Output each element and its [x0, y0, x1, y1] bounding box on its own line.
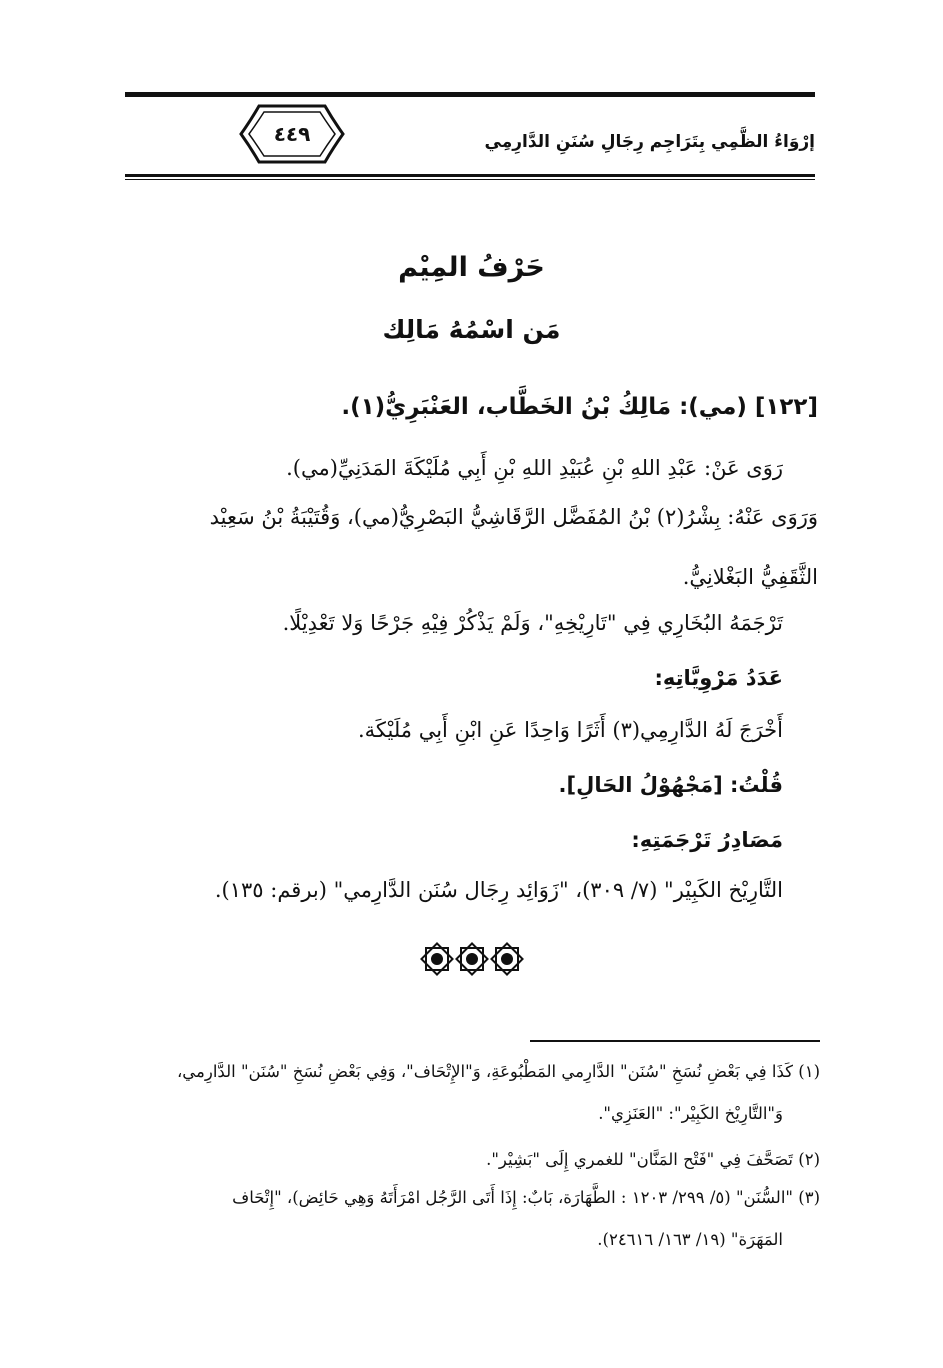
letter-heading: حَرْفُ المِيْم	[398, 252, 545, 283]
footnote-3: (٣) "السُّنَن" (٥/ ٢٩٩/ ١٢٠٣ : الطَّهَارَة، بَابٌ: إِذَا أَتَى الرَّجُل امْرَأَتَهُ وَهِي حَائِض)، "إِتْحَاف	[232, 1188, 820, 1207]
book-title: إرْوَاءُ الظَّمِي بِتَرَاجِم رِجَالِ سُنَنِ الدَّارِمِي	[484, 132, 815, 152]
sources-label: مَصَادِرُ تَرْجَمَتِهِ:	[631, 828, 783, 852]
page-number-badge	[237, 102, 347, 166]
page-number: ٤٤٩	[273, 122, 311, 146]
footnote-1-continuation: وَ"التَّارِيْخ الكَبِيْر": "العَنَزِي".	[598, 1104, 783, 1123]
star-ornament-icon	[420, 942, 525, 976]
name-heading: مَن اسْمُهُ مَالِك	[382, 315, 561, 344]
page-header	[125, 92, 815, 182]
footnote-3-continuation: المَهَرَة" (١٩/ ١٦٣/ ٢٤٦١٦).	[597, 1230, 783, 1249]
narrations-count: أَخْرَجَ لَهُ الدَّارِمِي(٣) أَثَرًا وَاحِدًا عَنِ ابْنِ أَبِي مُلَيْكَة.	[357, 718, 783, 742]
narrations-count-label: عَدَدُ مَرْوِيَّاتِهِ:	[654, 666, 783, 690]
sources-line: التَّارِيْخ الكَبِيْر" (٧/ ٣٠٩)، "زَوَائِد رِجَال سُنَن الدَّارِمي" (برقم: ١٣٥).	[214, 878, 783, 902]
narrated-by-continuation: الثَّقَفِيُّ البَغْلانِيُّ.	[682, 565, 818, 589]
footnote-separator	[530, 1040, 820, 1042]
narrated-by-line: وَرَوَى عَنْهُ: بِشْرُ(٢) بْنُ المُفَضَّل الرَّقَاشِيُّ البَصْرِيُّ(مي)، وَقُتَيْبَةُ بْنُ سَعِيْد	[209, 505, 818, 529]
header-rule-bottom-thin	[125, 179, 815, 180]
header-rule-top	[125, 92, 815, 97]
narrated-from-line: رَوَى عَنْ: عَبْدِ اللهِ بْنِ عُبَيْدِ اللهِ بْنِ أَبِي مُلَيْكَةَ المَدَنِيِّ(مي).	[286, 456, 783, 480]
footnote-1: (١) كَذَا فِي بَعْضِ نُسَخِ "سُنَن" الدَّارِمي المَطْبُوعَةِ، وَ"الإِتْحَاف"، وَفِي بَعْضِ نُسَخِ "سُنَن" الدَّارِمي،	[176, 1062, 820, 1081]
verdict-line: قُلْتُ: [مَجْهُوْلُ الحَالِ].	[558, 773, 783, 797]
bukhari-note: تَرْجَمَهُ البُخَارِي فِي "تَارِيْخِهِ"، وَلَمْ يَذْكُرْ فِيْهِ جَرْحًا وَلا تَعْدِيْلًا.	[282, 611, 783, 635]
footnote-2: (٢) تَصَحَّفَ فِي "فَتْح المَنَّان" للغمري إِلَى "بَشِيْر".	[486, 1150, 820, 1169]
entry-heading: [١٢٢] (مي): مَالِكُ بْنُ الخَطَّاب، العَنْبَرِيُّ(١).	[341, 394, 818, 420]
header-rule-bottom	[125, 174, 815, 177]
section-divider-ornament	[420, 942, 525, 976]
